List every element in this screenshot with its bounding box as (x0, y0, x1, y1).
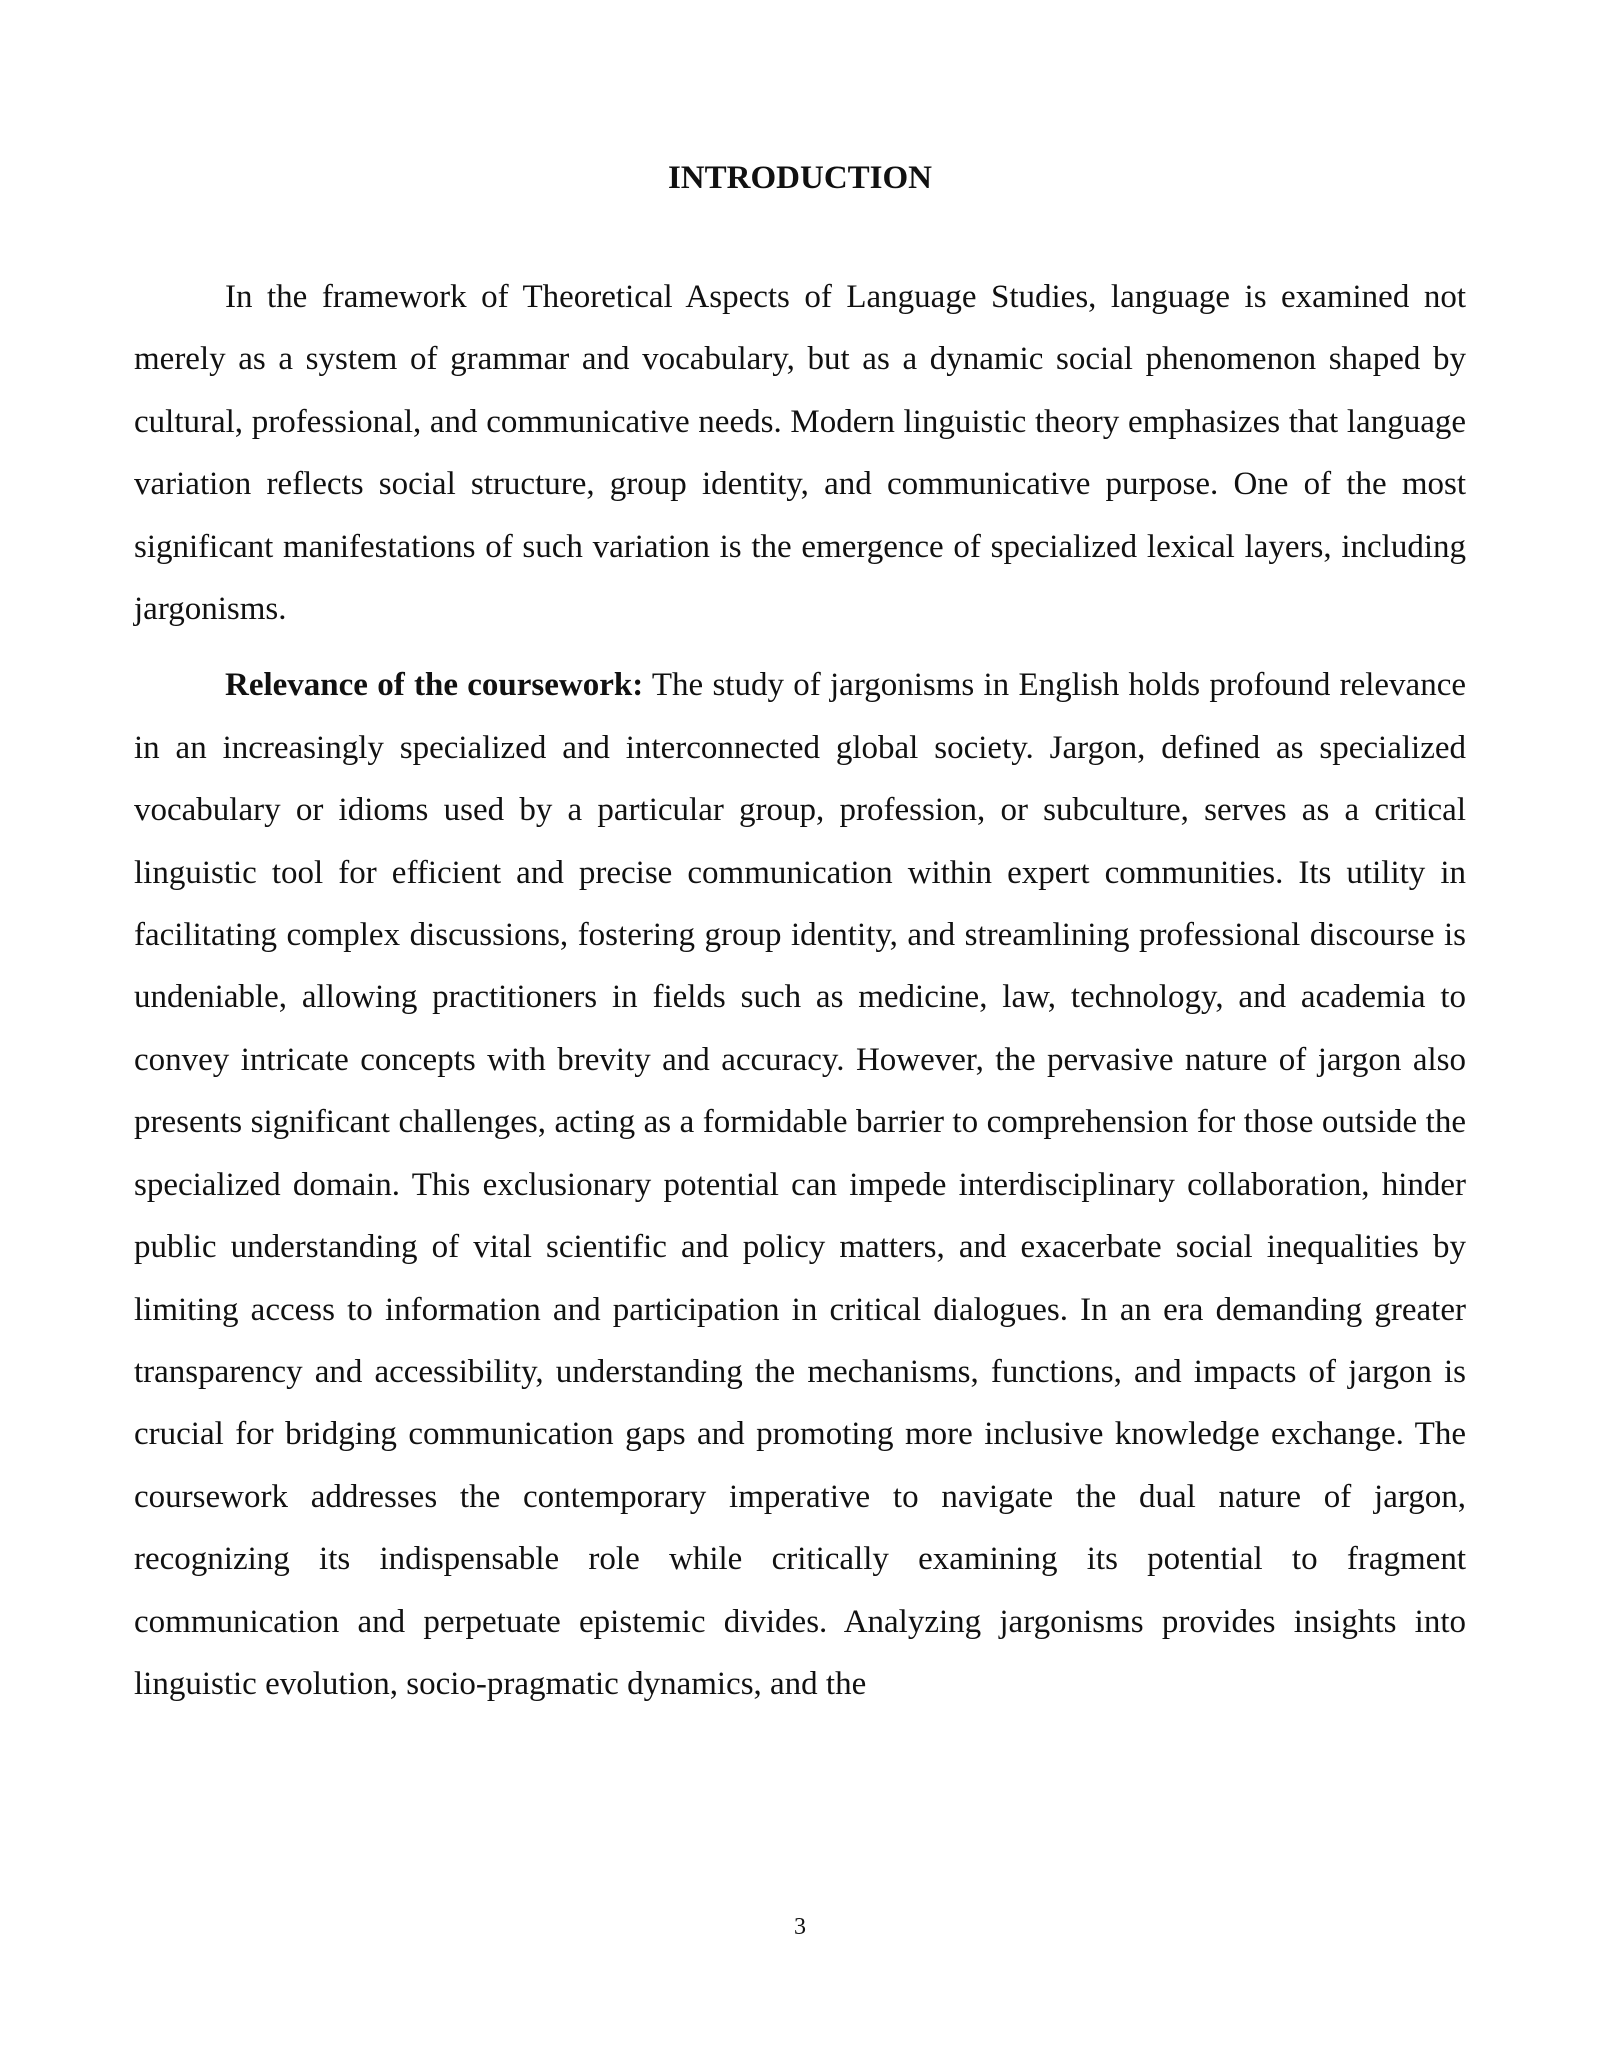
paragraph-intro-text: In the framework of Theoretical Aspects of Language Studies, language is examined not merely as a system of grammar and vocabulary, but as a dynamic social phenomenon shaped by cultural, professional, and communicative needs. Modern linguistic theory emphasizes that language variation reflects social structure, group identity, and communicative purpose. One of the most significant manifestations of such variation is the emergence of specialized lexical layers, including jargonisms. (134, 279, 1466, 628)
page-heading: INTRODUCTION (667, 160, 933, 196)
page-number: 3 (794, 1914, 806, 1940)
paragraph-relevance (134, 654, 1466, 1715)
body-text (134, 266, 1466, 1729)
paragraph-relevance-text: The study of jargonisms in English holds profound relevance in an increasingly specialized and interconnected global society. Jargon, defined as specialized vocabulary or idioms used by a particular group, profession, or subculture, serves as a critical linguistic tool for efficient and precise communication within expert communities. Its utility in facilitating complex discussions, fostering group identity, and streamlining professional discourse is undeniable, allowing practitioners in fields such as medicine, law, technology, and academia to convey intricate concepts with brevity and accuracy. However, the pervasive nature of jargon also presents significant challenges, acting as a formidable barrier to comprehension for those outside the specialized domain. This exclusionary potential can impede interdisciplinary collaboration, hinder public understanding of vital scientific and policy matters, and exacerbate social inequalities by limiting access to information and participation in critical dialogues. In an era demanding greater transparency and accessibility, understanding the mechanisms, functions, and impacts of jargon is crucial for bridging communication gaps and promoting more inclusive knowledge exchange. The coursework addresses the contemporary imperative to navigate the dual nature of jargon, recognizing its indispensable role while critically examining its potential to fragment communication and perpetuate epistemic divides. Analyzing jargonisms provides insights into linguistic evolution, socio-pragmatic dynamics, and the (134, 667, 1466, 1702)
paragraph-intro (134, 266, 1466, 640)
paragraph-relevance-lead: Relevance of the coursework: (225, 667, 644, 704)
